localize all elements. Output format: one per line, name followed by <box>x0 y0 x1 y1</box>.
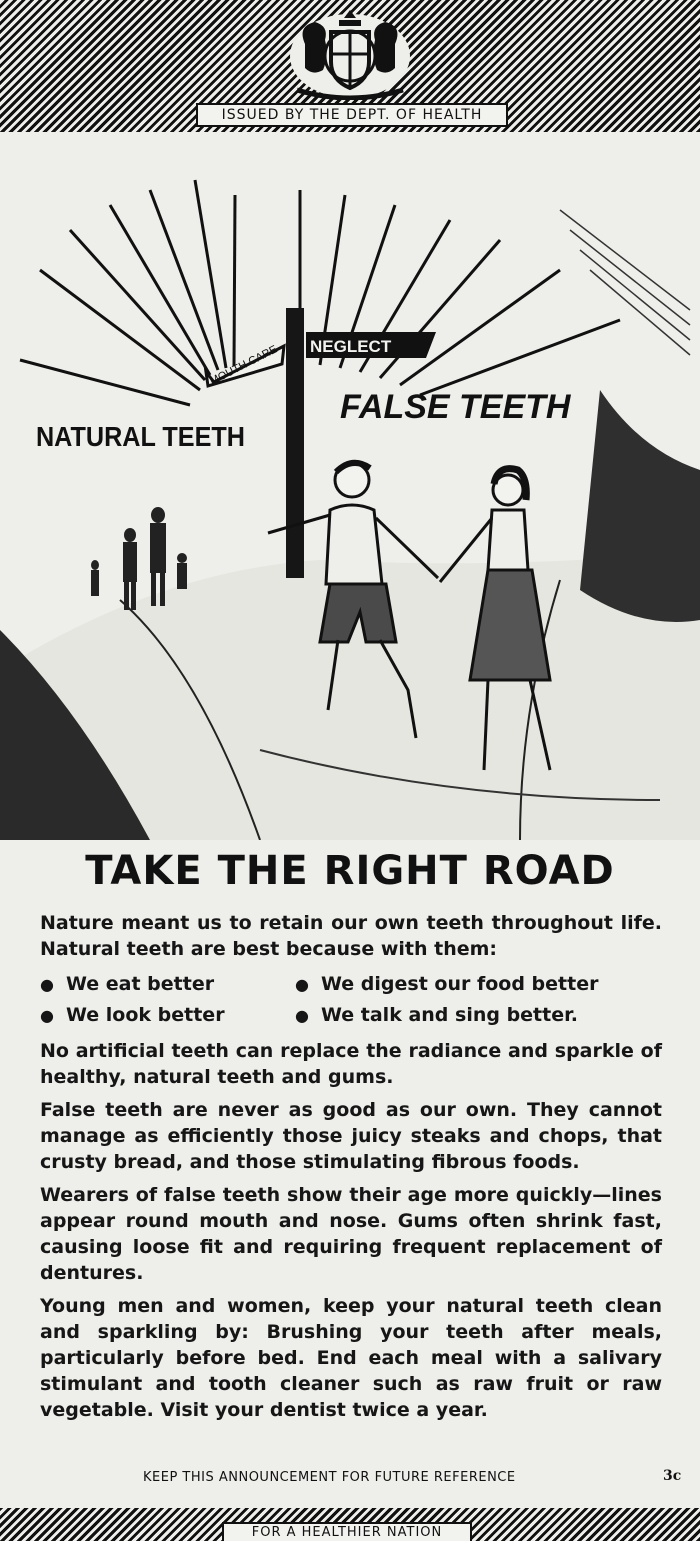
footer-code: 3c <box>663 1468 682 1484</box>
royal-coat-of-arms-icon <box>287 4 413 100</box>
list-item: ● We eat better <box>40 969 295 1000</box>
benefit-list <box>40 969 662 1031</box>
signpost-arm-neglect-text: NEGLECT <box>310 337 392 356</box>
paragraph: False teeth are never as good as our own. They cannot manage as efficiently those juicy steaks and chops, that crusty bread, and those stimulating fibrous foods. <box>40 1099 662 1173</box>
right-tree <box>580 390 700 622</box>
list-item: ● We look better <box>40 1000 295 1031</box>
body-copy <box>40 910 662 1430</box>
headline: TAKE THE RIGHT ROAD <box>85 848 615 894</box>
paragraph: No artificial teeth can replace the radiance and sparkle of healthy, natural teeth and gums. <box>40 1040 662 1088</box>
sky-shading <box>560 210 690 355</box>
issuer-label: ISSUED BY THE DEPT. OF HEALTH <box>196 103 508 127</box>
list-item: ● We talk and sing better. <box>295 1000 665 1031</box>
list-item: ● We digest our food better <box>295 969 665 1000</box>
signpost <box>286 308 304 578</box>
false-teeth-label: FALSE TEETH <box>340 388 571 426</box>
paragraph: Young men and women, keep your natural teeth clean and sparkling by: Brushing your teeth after meals, particularly before bed. End each meal with a salivary stimulant and tooth cleaner such as raw fruit or raw vegetable. Visit your dentist twice a year. <box>40 1295 662 1421</box>
natural-teeth-label: NATURAL TEETH <box>36 420 245 453</box>
footer-note: KEEP THIS ANNOUNCEMENT FOR FUTURE REFERENCE <box>143 1470 516 1485</box>
signpost-illustration <box>0 150 700 840</box>
intro-paragraph: Nature meant us to retain our own teeth throughout life. Natural teeth are best because with them: <box>40 912 662 960</box>
slogan-label: FOR A HEALTHIER NATION <box>222 1522 472 1541</box>
sun-rays <box>20 180 620 405</box>
paragraph: Wearers of false teeth show their age more quickly—lines appear round mouth and nose. Gums often shrink fast, causing loose fit and requiring frequent replacement of dentures. <box>40 1184 662 1284</box>
signpost-arm-mouth-care-text: MOUTH CARE <box>207 343 280 388</box>
